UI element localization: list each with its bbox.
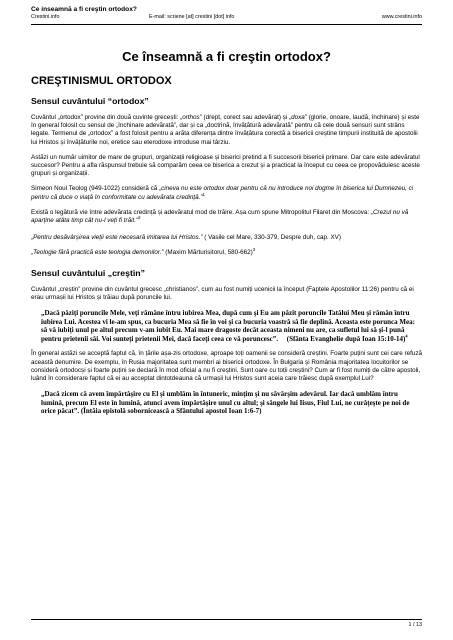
- page-header: [31, 6, 422, 21]
- paragraph-orthodox-countries: În general astăzi se acceptă faptul că, în țările așa-zis ortodoxe, aproape toți oamenii se consideră creștini. Foarte puțini sunt cei care refuză această denumire. De exemplu, în Rusia majoritatea sunt membri ai bisericii ortodoxe. În Bulgaria și România majoritatea locuitorilor se consideră ortodocși și foarte puțini se declară în mod oficial a nu fi creștini. Sunt oare cu toții creștini? Cum ar fi fost numiți de către apostoli, luând în considerare faptul că ei au acceptat dintotdeauna că urmașii lui Hristos sunt aceia care trăiesc după exemplul Lui?: [31, 350, 422, 383]
- quote-maxim: „Teologie fără practică este teologia demonilor.” (Maxim Mărturisitorul, 580-662)$^3$: [31, 247, 256, 257]
- header-info-row: [31, 14, 422, 21]
- bible-quote-john-15: „Dacă păziţi poruncile Mele, veţi rămâne întru iubirea Mea, după cum şi Eu am păzit poruncile Tatălui Meu şi rămân întru iubirea Lui. Acestea vi le-am spus, ca bucuria Mea să fie în voi şi ca bucuria voastră să fie deplină. Aceasta este porunca Mea: să vă iubiţi unul pe altul precum v-am iubit Eu. Mai mare dragoste decât aceasta nimeni nu are, ca sufletul lui să şi-l pună pentru prietenii săi. Voi sunteţi prietenii Mei, dacă faceţi ceea ce vă poruncesc”. (Sfânta Evanghelie după Ioan 15:10-14)$^4$: [41, 309, 415, 343]
- bible-quote-1-john-1: „Dacă zicem că avem împărtăşire cu El şi umblăm în întuneric, minţim şi nu săvârşim adevărul. Iar dacă umblăm întru lumină, precum El este în lumină, atunci avem împărtăşire unul cu altul; şi sângele lui Iisus, Fiul Lui, ne curăţeşte pe noi de orice păcat”. (Întâia epistolă sobornicească a Sfântului apostol Ioan 1:6-7): [41, 390, 410, 416]
- document-title: Ce înseamnă a fi creştin ortodox?: [122, 49, 331, 64]
- subsection-heading-crestin: Sensul cuvântului „creştin”: [31, 267, 145, 278]
- paragraph-crestin-meaning: Cuvântul „creștin” provine din cuvântul grecesc „christianos”, cum au fost numiți ucenicii la început (Faptele Apostolilor 11:26) pentru că ei erau urmașii lui Hristos și trăiau după poruncile lui.: [31, 285, 414, 301]
- header-url: www.crestini.info: [381, 14, 422, 20]
- header-divider: [31, 24, 422, 25]
- header-email: E-mail: scriene [at] crestini [dot] info: [149, 14, 235, 20]
- quote-vasile: „Pentru desăvârșirea vieții este necesară imitarea lui Hristos.” ( Vasile cel Mare, 330-379, Despre duh, cap. XV): [31, 234, 341, 242]
- paragraph-filaret: Există o legătură vie între adevărata credință și adevăratul mod de trăire. Așa cum spune Mitropolitul Filaret din Moscova: „Crezul nu vă aparține atâta timp cât nu-l veți fi trăit.”$^2$: [31, 208, 409, 225]
- header-title: Ce inseamnă a fi creştin ortodox?: [31, 6, 137, 13]
- header-site: Crestini.info: [31, 14, 60, 20]
- paragraph-successors: Astăzi un număr uimitor de mare de grupuri, organizații religioase și biserici pretind a fi succesorii bisericii primare. Dar care este adevăratul succesor? Pentru a afla răspunsul trebuie să comparăm ceea ce biserica a crezut și a practicat la început cu ceea ce propovăduiesc aceste grupuri și organizații.: [31, 153, 420, 178]
- page-number: 1 / 13: [408, 622, 422, 628]
- section-heading: CREŞTINISMUL ORTODOX: [31, 75, 172, 87]
- footer-divider: [31, 619, 422, 620]
- subsection-heading-ortodox: Sensul cuvântului “ortodox”: [31, 96, 149, 106]
- paragraph-ortodox-meaning: Cuvântul „ortodox” provine din două cuvinte grecești: „orthos” (drept, corect sau adevărat) și „doxa” (glorie, onoare, laudă, închinare) și este în general folosit cu sensul de „închinare adevărată”, dar și ca „doctrină, învățătură adevărată” pentru că cele două sensuri sunt strâns legate. Termenul de „ortodox” a fost folosit pentru a arăta diferența dintre învățătura corectă a bisericii creștine timpurii instituită de apostolii lui Hristos și învățăturile noi, eretice sau eterodoxe introduse mai târziu.: [31, 114, 420, 146]
- paragraph-simeon: Simeon Noul Teolog (949-1022) consideră că „cineva nu este ortodox doar pentru că nu introduce noi dogme în biserica lui Dumnezeu, ci pentru că duce o viață în conformitate cu adevărata credință.”$^1$: [31, 185, 414, 201]
- document-body: [31, 49, 422, 416]
